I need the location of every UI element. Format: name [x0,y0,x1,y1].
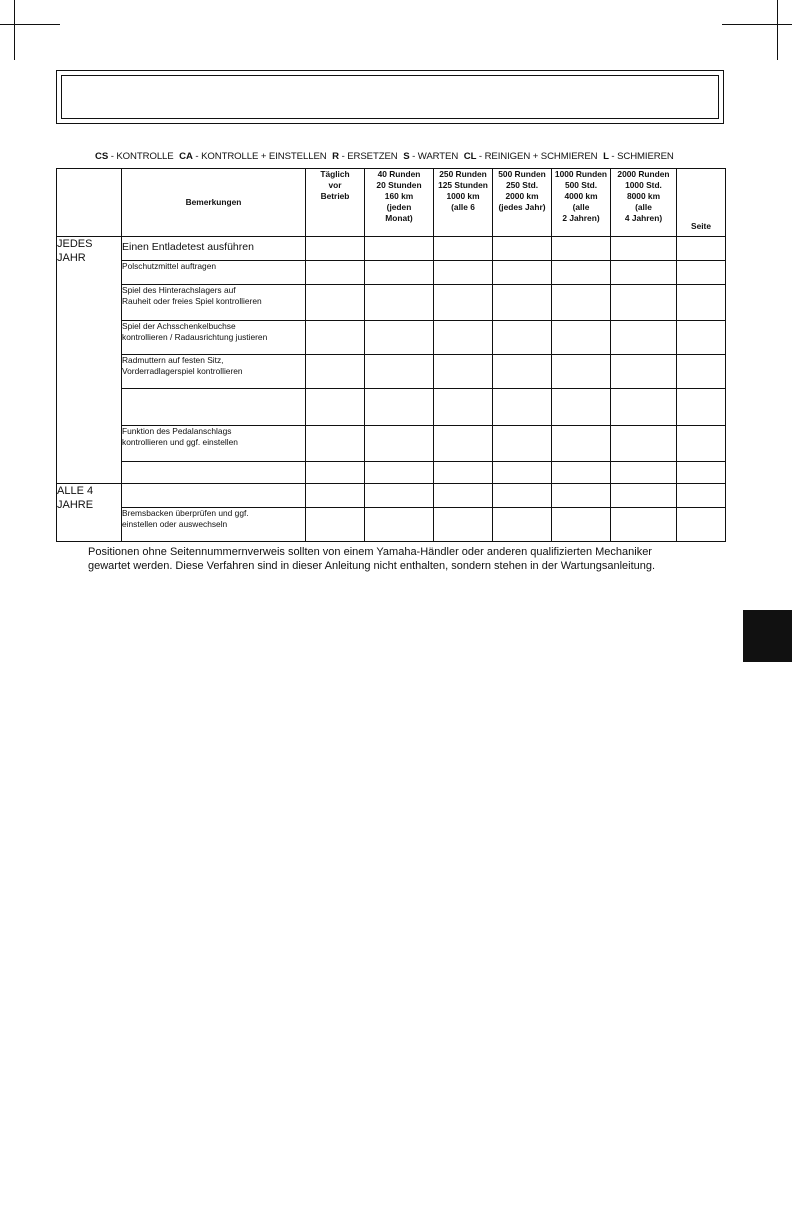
table-row [57,508,726,542]
remark-cell-empty [122,462,306,484]
header-remarks: Bemerkungen [122,169,306,237]
remark-cell-empty [122,389,306,426]
remark-cell-empty [122,484,306,508]
table-row [57,462,726,484]
table-row [57,355,726,389]
title-box [56,70,724,124]
crop-mark-right-vertical [777,0,778,60]
header-page: Seite [677,169,726,237]
table-row [57,261,726,285]
table-row [57,484,726,508]
remark-cell: Einen Entladetest ausführen [122,237,306,261]
legend-item-r: R - ERSETZEN [332,151,398,162]
header-250-laps: 250 Runden 125 Stunden 1000 km (alle 6 [434,169,493,237]
table-row [57,426,726,462]
remark-cell: Bremsbacken überprüfen und ggf. einstellen oder auswechseln [122,508,306,542]
remark-cell: Funktion des Pedalanschlags kontrollieren und ggf. einstellen [122,426,306,462]
table-row [57,389,726,426]
header-blank [57,169,122,237]
legend-item-l: L - SCHMIEREN [603,151,674,162]
maintenance-table [56,168,726,542]
header-daily: Täglich vor Betrieb [306,169,365,237]
remark-cell: Spiel des Hinterachslagers auf Rauheit oder freies Spiel kontrollieren [122,285,306,321]
legend-item-s: S - WARTEN [403,151,459,162]
remark-cell: Radmuttern auf festen Sitz, Vorderradlagerspiel kontrollieren [122,355,306,389]
header-500-laps: 500 Runden 250 Std. 2000 km (jedes Jahr) [493,169,552,237]
crop-mark-top-right [722,24,792,25]
table-row [57,285,726,321]
section-every-year: JEDES JAHR [57,237,122,484]
crop-mark-left-vertical [14,0,15,60]
section-every-4-years: ALLE 4 JAHRE [57,484,122,542]
table-row [57,321,726,355]
header-40-laps: 40 Runden 20 Stunden 160 km (jeden Monat) [365,169,434,237]
legend-item-cs: CS - KONTROLLE [95,151,174,162]
title-box-inner [61,75,719,119]
table-row [57,237,726,261]
header-1000-laps: 1000 Runden 500 Std. 4000 km (alle 2 Jahren) [552,169,611,237]
legend-item-ca: CA - KONTROLLE + EINSTELLEN [179,151,327,162]
chapter-thumb-tab [743,610,792,662]
legend [95,151,677,162]
remark-cell: Polschutzmittel auftragen [122,261,306,285]
crop-mark-top-left [0,24,60,25]
remark-cell: Spiel der Achsschenkelbuchse kontrollieren / Radausrichtung justieren [122,321,306,355]
header-2000-laps: 2000 Runden 1000 Std. 8000 km (alle 4 Jahren) [611,169,677,237]
legend-item-cl: CL - REINIGEN + SCHMIEREN [463,151,598,162]
table-header-row [57,169,726,237]
footnote: Positionen ohne Seitennummernverweis sollten von einem Yamaha-Händler oder anderen qualifizierten Mechaniker gewartet werden. Diese Verfahren sind in dieser Anleitung nicht enthalten, sondern stehen in der Wartungsanleitung. [88,546,656,572]
